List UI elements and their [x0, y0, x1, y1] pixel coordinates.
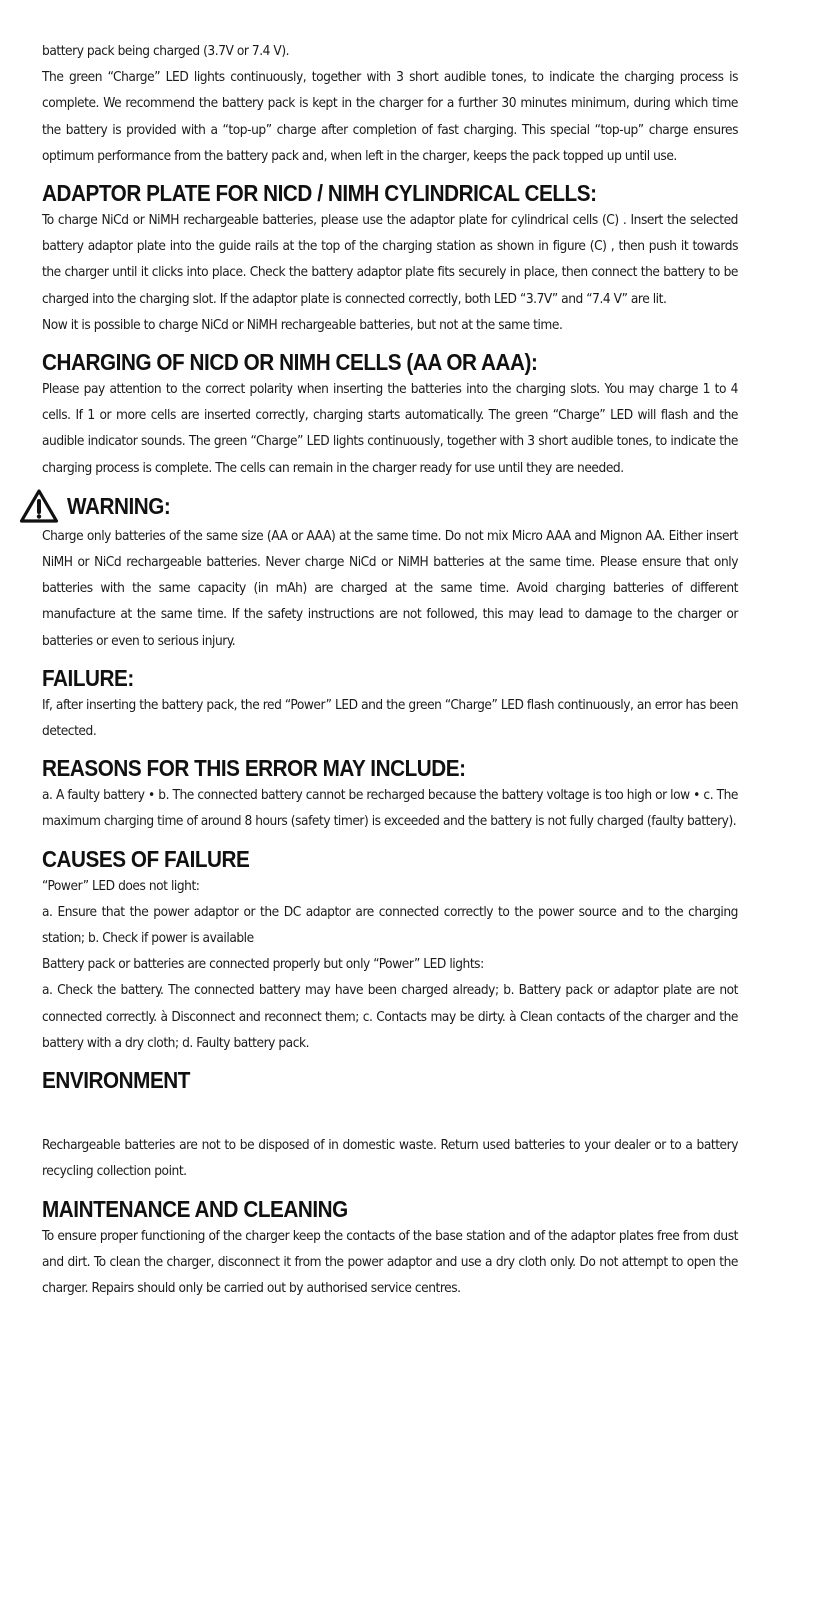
environment-paragraph-1: Rechargeable batteries are not to be disposed of in domestic waste. Return used batteries to your dealer or to a battery recycling collection point.	[42, 1137, 738, 1180]
section-warning	[42, 489, 738, 654]
adaptor-paragraph-2: Now it is possible to charge NiCd or NiMH rechargeable batteries, but not at the same time.	[42, 316, 563, 333]
section-error-reasons	[42, 754, 738, 834]
heading-causes-of-failure: CAUSES OF FAILURE	[42, 845, 250, 872]
section-environment	[42, 1066, 738, 1184]
heading-warning: WARNING:	[67, 492, 171, 519]
causes-paragraph-2: a. Ensure that the power adaptor or the DC adaptor are connected correctly to the power source and to the charging station; b. Check if power is available	[42, 903, 738, 947]
section-maintenance	[42, 1195, 738, 1302]
heading-failure: FAILURE:	[42, 664, 134, 691]
failure-paragraph-1: If, after inserting the battery pack, the red “Power” LED and the green “Charge” LED flash continuously, an error has been detected.	[42, 696, 738, 740]
intro-paragraph-1: battery pack being charged (3.7V or 7.4 V).	[42, 43, 290, 59]
heading-error-reasons: REASONS FOR THIS ERROR MAY INCLUDE:	[42, 755, 466, 782]
adaptor-paragraph-1: To charge NiCd or NiMH rechargeable batteries, please use the adaptor plate for cylindrical cells (C) . Insert the selected battery adaptor plate into the guide rails at the top of the charging station as shown in figure (C) , then push it towards the charger until it clicks into place. Check the battery adaptor plate fits securely in place, then connect the battery to be charged into the charging slot. If the adaptor plate is connected correctly, both LED “3.7V” and “7.4 V” are lit.	[42, 212, 738, 307]
reasons-paragraph-1: a. A faulty battery • b. The connected battery cannot be recharged because the battery voltage is too high or low • c. The maximum charging time of around 8 hours (safety timer) is exceeded and the battery is not fully charged (faulty battery).	[42, 787, 738, 830]
manual-page	[42, 38, 738, 1301]
causes-paragraph-1: “Power” LED does not light:	[42, 877, 200, 894]
heading-environment: ENVIRONMENT	[42, 1067, 191, 1094]
heading-charging-cells: CHARGING OF NICD OR NIMH CELLS (AA OR AAA):	[42, 349, 538, 376]
section-charging-cells	[42, 348, 738, 481]
section-causes-of-failure	[42, 845, 738, 1056]
charging-paragraph-1: Please pay attention to the correct polarity when inserting the batteries into the charging slots. You may charge 1 to 4 cells. If 1 or more cells are inserted correctly, charging starts automatically. The green “Charge” LED will flash and the audible indicator sounds. The green “Charge” LED lights continuously, together with 3 short audible tones, to indicate the charging process is complete. The cells can remain in the charger ready for use until they are needed.	[42, 381, 738, 476]
warning-heading-row	[20, 489, 738, 523]
causes-paragraph-3: Battery pack or batteries are connected properly but only “Power” LED lights:	[42, 956, 484, 973]
warning-paragraph-1: Charge only batteries of the same size (AA or AAA) at the same time. Do not mix Micro AAA and Mignon AA. Either insert NiMH or NiCd rechargeable batteries. Never charge NiCd or NiMH batteries at the same time. Please ensure that only batteries with the same capacity (in mAh) are charged at the same time. Avoid charging batteries of different manufacture at the same time. If the safety instructions are not followed, this may lead to damage to the charger or batteries or even to serious injury.	[42, 527, 738, 649]
warning-triangle-icon	[20, 489, 58, 523]
section-failure	[42, 664, 738, 744]
heading-maintenance: MAINTENANCE AND CLEANING	[42, 1195, 348, 1222]
causes-paragraph-4: a. Check the battery. The connected battery may have been charged already; b. Battery pack or adaptor plate are not connected correctly. à Disconnect and reconnect them; c. Contacts may be dirty. à Clean contacts of the charger and the battery with a dry cloth; d. Faulty battery pack.	[42, 982, 738, 1051]
intro-paragraph-2: The green “Charge” LED lights continuously, together with 3 short audible tones, to indicate the charging process is complete. We recommend the battery pack is kept in the charger for a further 30 minutes minimum, during which time the battery is provided with a “top-up” charge after completion of fast charging. This special “top-up” charge ensures optimum performance from the battery pack and, when left in the charger, keeps the pack topped up until use.	[42, 69, 738, 164]
maintenance-paragraph-1: To ensure proper functioning of the charger keep the contacts of the base station and of the adaptor plates free from dust and dirt. To clean the charger, disconnect it from the power adaptor and use a dry cloth only. Do not attempt to open the charger. Repairs should only be carried out by authorised service centres.	[42, 1227, 738, 1296]
section-adaptor-plate	[42, 179, 738, 338]
heading-adaptor-plate: ADAPTOR PLATE FOR NICD / NIMH CYLINDRICAL CELLS:	[42, 180, 597, 207]
